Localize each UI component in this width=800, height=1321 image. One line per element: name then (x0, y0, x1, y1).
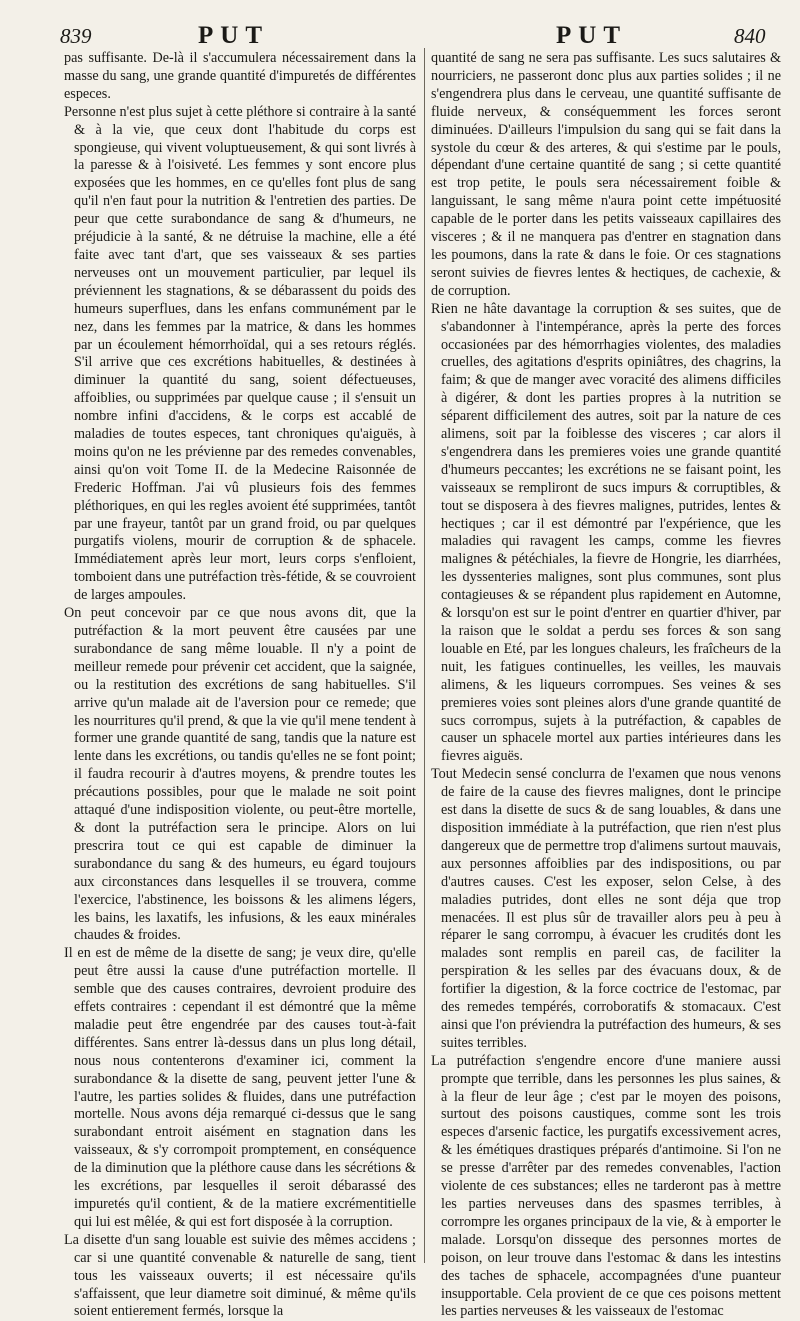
paragraph: Tout Medecin sensé conclurra de l'examen que nous venons de faire de la cause des fievres malignes, dont le principe est dans la disette de sucs & de sang louables, & dans une disposition immédiate à la putréfaction, que rien n'est plus dangereux que de permettre trop d'alimens surtout mauvais, aux personnes affoiblies par des indispositions, ou par d'autres causes. C'est les exposer, selon Celse, à des maladies putrides, dont elles ne sont déja que trop menacées. Il est plus sûr de travailler alors peu à peu à réparer le sang corrompu, à évacuer les crudités dont les malades sont remplis en pareil cas, de faciliter la perspiration & les selles par des évacuans doux, & de fortifier la digestion, & la force coctrice de l'estomac, par des remedes tempérés, corroboratifs & stomacaux. C'est ainsi que l'on préviendra la putréfaction des humeurs, & ses suites terribles. (431, 766, 781, 1051)
paragraph: On peut concevoir par ce que nous avons dit, que la putréfaction & la mort peuvent être causées par une surabondance de sang même louable. Il n'y a point de meilleur remede pour prévenir cet accident, que la saignée, ou la restitution des excrétions de sang habituelles. S'il arrive qu'un malade ait de l'aversion pour ce remede; que les nourritures qu'il prend, & que la vie qu'il mene tendent à former une grande quantité de sang, tandis que la nature est lente dans les excrétions, ou tandis qu'elles ne se font point; il faudra recourir à d'autres moyens, & prendre toutes les précautions possibles, pour que le malade ne soit point attaqué d'une indisposition violente, ou peut-être mortelle, & dont la putréfaction sera le principe. Alors on lui prescrira tout ce qui est capable de diminuer la surabondance du sang & des humeurs, eu égard toujours aux circonstances dans lesquelles il se trouvera, comme l'exercice, l'abstinence, les boissons & les alimens légers, les bains, les laxatifs, les infusions, & les eaux minérales chaudes & froides. (64, 605, 416, 944)
column-divider (424, 48, 425, 1263)
left-text-column (64, 50, 416, 1320)
right-page-number: 840 (734, 24, 766, 48)
paragraph: Rien ne hâte davantage la corruption & ses suites, que de s'abandonner à l'intempérance, après la perte des forces occasionées par des hémorrhagies violentes, des maladies cruelles, des agitations d'esprits opiniâtres, des chagrins, la faim; & que de manger avec voracité des alimens difficiles à digérer, & dont les parties propres à la nutrition se séparent difficilement des autres, soit par la nature de ces alimens, soit par la foiblesse des visceres ; car alors il s'engendrera dans les premieres voies une grande quantité d'humeurs peccantes; les excrétions ne se faisant point, les vaisseaux se rempliront de sucs impurs & corruptibles, & tout se disposera à des fievres malignes, putrides, lentes & hectiques ; car il est démontré par l'expérience, que les maladies qui ravagent les camps, comme les fievres malignes & pétéchiales, la fievre de Hongrie, les diarrhées, les dyssenteries malignes, sont plus communes, sont plus contagieuses & se répandent plus rapidement en Automne, & lorsqu'on est sur le point d'entrer en quartier d'hiver, par la raison que le soldat a perdu ses forces & son sang louable en Eté, par les longues chaleurs, les fraîcheurs de la nuit, les fatigues continuelles, les veilles, les mauvais alimens, & les liqueurs corrompues. Ses veines & ses premieres voies sont pleines alors d'une grande quantité de sucs corrompus, sujets à la putréfaction, & capables de causer un sphacele mortel aux parties intérieures dans les fievres aiguës. (431, 300, 781, 765)
paragraph: Personne n'est plus sujet à cette pléthore si contraire à la santé & à la vie, que ceux dont l'habitude du corps est spongieuse, qui vivent voluptueusement, & qui sont livrés à la paresse & à l'oisiveté. Les femmes y sont encore plus exposées que les hommes, en ce qu'elles font plus de sang qu'il n'en faut pour la nutrition & l'entretien des parties. De peur que cette surabondance de sang & d'humeurs, ne préjudicie à la santé, & ne détruise la machine, elle a été faite avec tant d'art, que ses vaisseaux & ses parties nerveuses ont un mouvement particulier, par lequel ils préviennent les stagnations, & se débarassent du poids des humeurs superflues, dans les enfans communément par le nez, dans les femmes par la matrice, & dans les hommes par un écoulement hémorrhoïdal, qui a ses retours réglés. S'il arrive que ces excrétions habituelles, & destinées à diminuer la quantité du sang, soient défectueuses, affoiblies, ou supprimées par quelque cause ; il s'ensuit un nombre infini d'accidens, & le corps est accablé de maladies de toutes especes, tant chroniques qu'aiguës, à moins qu'on ne les prévienne par des remedes convenables, ainsi qu'on voit Tome II. de la Medecine Raisonnée de Frederic Hoffman. J'ai vû plusieurs fois des femmes pléthoriques, en qui les regles avoient été supprimées, tantôt par une frayeur, tantôt par un grand froid, ou par quelques purgatifs violens, mourir de corruption & de sphacele. Immédiatement après leur mort, leurs corps s'enfloient, tomboient dans une putréfaction très-fétide, & se couvroient de larges ampoules. (64, 103, 416, 604)
paragraph: La putréfaction s'engendre encore d'une maniere aussi prompte que terrible, dans les personnes les plus saines, & à la fleur de leur âge ; c'est par le moyen des poisons, surtout des poisons caustiques, comme sont les trois especes d'arsenic factice, les purgatifs excessivement acres, & les émétiques drastiques préparés d'antimoine. Si l'on ne se presse d'arrêter par des remedes convenables, l'action violente de ces substances; elles ne tarderont pas à mettre les parties nerveuses dans des spasmes terribles, à corrompre les organes principaux de la vie, & à emporter le malade. Lorsqu'on disseque des personnes mortes de poison, on leur trouve dans l'estomac & dans les intestins des taches de sphacele, accompagnées d'une puanteur insupportable. Cela provient de ce que ces poisons mettent les parties nerveuses & les vaisseaux de l'estomac (431, 1052, 781, 1320)
paragraph: pas suffisante. De-là il s'accumulera nécessairement dans la masse du sang, une grande quantité d'impuretés de différentes especes. (64, 50, 416, 102)
paragraph: quantité de sang ne sera pas suffisante. Les sucs salutaires & nourriciers, ne passeront donc plus aux parties solides ; il ne s'engendrera plus dans le cerveau, une quantité suffisante de fluide nerveux, & conséquemment les forces seront diminuées. D'ailleurs l'impulsion du sang qui se fait dans la systole du cœur & des arteres, & qui s'estime par le pouls, dépendant d'une certaine quantité de sang ; si cette quantité est trop petite, le pouls sera nécessairement foible & languissant, le sang même n'aura point cette impétuosité capable de le porter dans les petits vaisseaux capillaires des visceres ; & il ne manquera pas d'entrer en stagnation dans les poumons, dans la rate & dans le foie. Or ces stagnations seront suivies de fievres lentes & hectiques, de cachexie, & de corruption. (431, 50, 781, 299)
right-running-head: PUT (556, 22, 627, 49)
left-running-head: PUT (198, 22, 269, 49)
right-text-column (431, 50, 781, 1320)
left-page-number: 839 (60, 24, 92, 48)
paragraph: Il en est de même de la disette de sang; je veux dire, qu'elle peut être aussi la cause d'une putréfaction mortelle. Il semble que des causes contraires, devroient produire des effets contraires : cependant il est démontré que la même maladie peut être engendrée par des causes tout-à-fait différentes. Sans entrer là-dessus dans un plus long détail, nous nous contenterons d'examiner ici, comment la surabondance & la disette de sang, peuvent jetter l'une & l'autre, les parties solides & fluides, dans une putréfaction mortelle. Nous avons déja remarqué ci-dessus que le sang surabondant entroit aisément en stagnation dans les vaisseaux, & s'y corrompoit promptement, en conséquence de la diminution que la pléthore cause dans les sécrétions & les excrétions, par lesquelles il seroit débarassé des impuretés qu'il contient, & de la matiere excrémentitielle qui lui est mêlée, & qui est fort disposée à la corruption. (64, 945, 416, 1230)
paragraph: La disette d'un sang louable est suivie des mêmes accidens ; car si une quantité convenable & naturelle de sang, tient tous les vaisseaux ouverts; il est nécessaire qu'ils s'affaissent, que leur diametre soit diminué, & même qu'ils soient entierement fermés, lorsque la (64, 1231, 416, 1320)
